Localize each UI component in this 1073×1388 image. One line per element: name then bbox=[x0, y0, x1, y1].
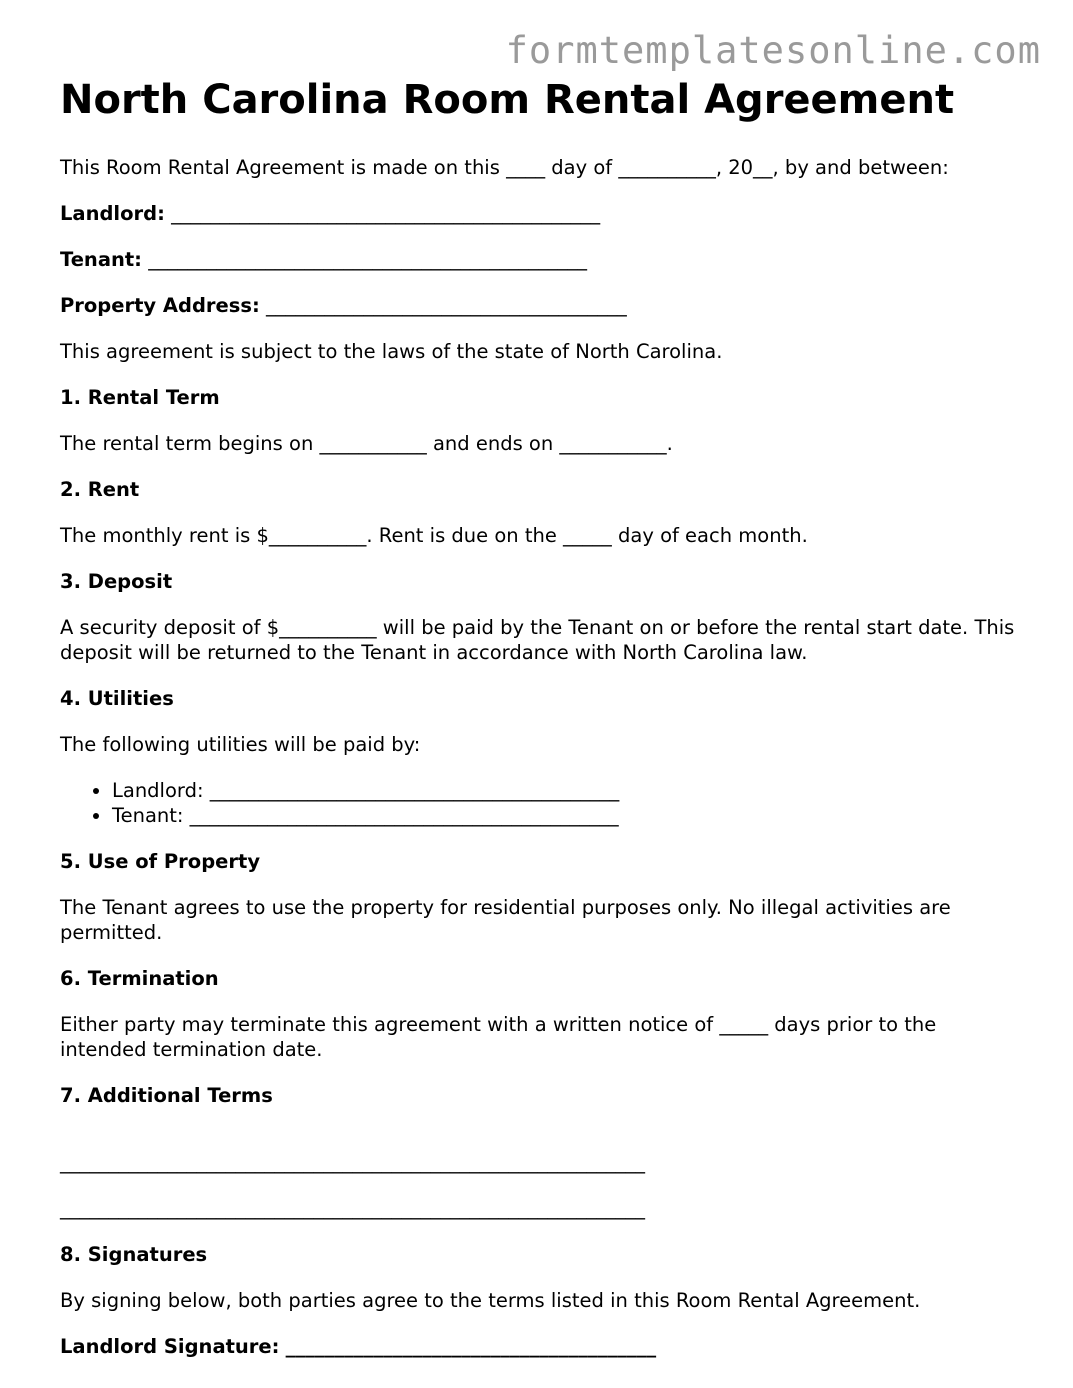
document-title: North Carolina Room Rental Agreement bbox=[60, 77, 955, 123]
agreement-body bbox=[60, 155, 1020, 1380]
governing-law-paragraph: This agreement is subject to the laws of the state of North Carolina. bbox=[60, 340, 723, 363]
deposit-heading: 3. Deposit bbox=[60, 570, 173, 593]
tenant-blank[interactable]: _____________________________________________ bbox=[148, 248, 587, 271]
additional-terms-heading: 7. Additional Terms bbox=[60, 1084, 273, 1107]
signatures-heading: 8. Signatures bbox=[60, 1243, 208, 1266]
intro-paragraph: This Room Rental Agreement is made on this ____ day of __________, 20__, by and between: bbox=[60, 156, 949, 179]
additional-terms-line-2[interactable]: ____________________________________________________________ bbox=[60, 1197, 645, 1220]
landlord-signature-label: Landlord Signature: bbox=[60, 1335, 280, 1358]
landlord-signature-field bbox=[60, 1334, 1020, 1359]
rent-text: The monthly rent is $__________. Rent is due on the _____ day of each month. bbox=[60, 524, 808, 547]
additional-terms-line-1[interactable]: ____________________________________________________________ bbox=[60, 1151, 645, 1174]
utilities-list bbox=[60, 778, 1020, 828]
tenant-field bbox=[60, 247, 1020, 272]
utilities-text: The following utilities will be paid by: bbox=[60, 733, 421, 756]
termination-heading: 6. Termination bbox=[60, 967, 219, 990]
rental-term-heading: 1. Rental Term bbox=[60, 386, 220, 409]
watermark: formtemplatesonline.com bbox=[505, 29, 1041, 72]
landlord-blank[interactable]: ____________________________________________ bbox=[171, 202, 601, 225]
rental-term-text: The rental term begins on ___________ and ends on ___________. bbox=[60, 432, 673, 455]
utilities-heading: 4. Utilities bbox=[60, 687, 174, 710]
property-address-blank[interactable]: _____________________________________ bbox=[266, 294, 627, 317]
signatures-text: By signing below, both parties agree to the terms listed in this Room Rental Agreement. bbox=[60, 1289, 921, 1312]
rent-heading: 2. Rent bbox=[60, 478, 140, 501]
utilities-landlord-item[interactable]: • Landlord: __________________________________________ bbox=[112, 778, 1020, 803]
additional-terms-spacer bbox=[60, 1129, 1020, 1150]
use-of-property-heading: 5. Use of Property bbox=[60, 850, 261, 873]
landlord-field bbox=[60, 201, 1020, 226]
property-address-field bbox=[60, 293, 1020, 318]
landlord-label: Landlord: bbox=[60, 202, 165, 225]
deposit-text: A security deposit of $__________ will be paid by the Tenant on or before the rental start date. This deposit will be returned to the Tenant in accordance with North Carolina law. bbox=[60, 616, 1015, 664]
utilities-tenant-item[interactable]: • Tenant: ____________________________________________ bbox=[112, 803, 1020, 828]
termination-text: Either party may terminate this agreement with a written notice of _____ days prior to the intended termination date. bbox=[60, 1013, 937, 1061]
use-of-property-text: The Tenant agrees to use the property for residential purposes only. No illegal activities are permitted. bbox=[60, 896, 951, 944]
tenant-label: Tenant: bbox=[60, 248, 142, 271]
landlord-signature-blank[interactable]: ______________________________________ bbox=[285, 1335, 657, 1358]
property-address-label: Property Address: bbox=[60, 294, 260, 317]
